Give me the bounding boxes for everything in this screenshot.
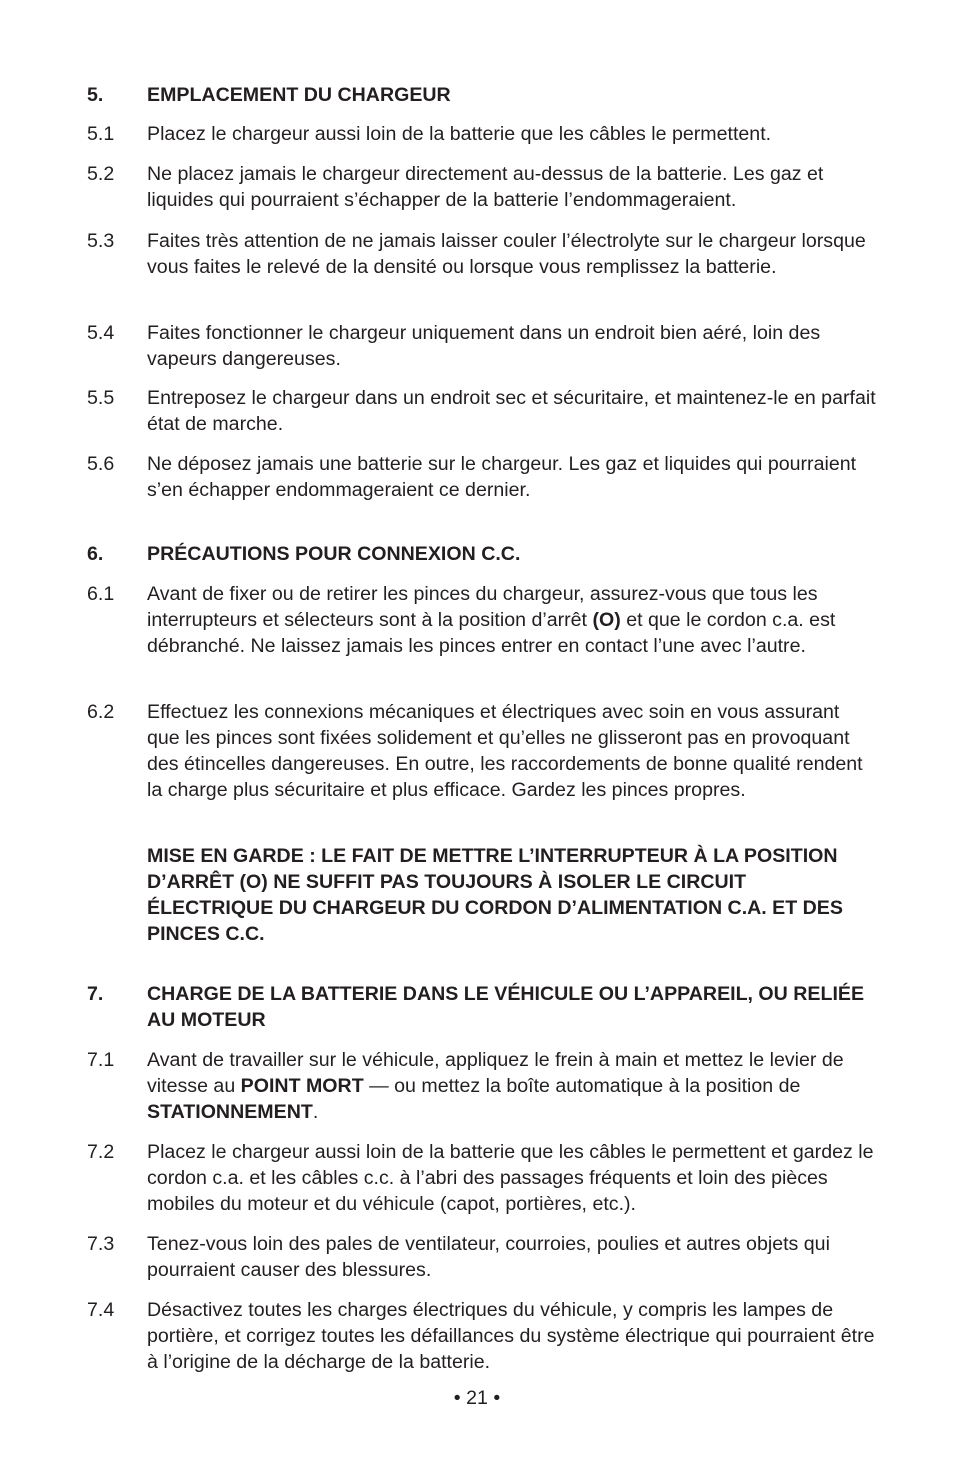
- section-title: CHARGE DE LA BATTERIE DANS LE VÉHICULE OU L’APPAREIL, OU RELIÉE AU MOTEUR: [147, 983, 865, 1031]
- section-number: 6.: [87, 543, 104, 565]
- item-text-part: .: [312, 1101, 319, 1123]
- list-item-5-4: [87, 320, 877, 372]
- list-item-5-6: [87, 451, 877, 503]
- item-text: Placez le chargeur aussi loin de la batterie que les câbles le permettent.: [147, 123, 772, 145]
- section-heading-6: [87, 541, 877, 567]
- item-text: Effectuez les connexions mécaniques et électriques avec soin en vous assurant que les pinces sont fixées solidement et qu’elles ne glisseront pas en provoquant des étincelles dangereuses. En outre, les raccordements de bonne qualité rendent la charge plus sécuritaire et plus efficace. Gardez les pinces propres.: [147, 701, 863, 801]
- item-number: 5.2: [87, 163, 115, 185]
- item-text: Faites très attention de ne jamais laisser couler l’électrolyte sur le chargeur lorsque vous faites le relevé de la densité ou lorsque vous remplissez la batterie.: [147, 230, 866, 278]
- section-number: 5.: [87, 84, 104, 106]
- item-text-part: Avant de travailler sur le véhicule, appliquez le frein à main et mettez le levier de vitesse au: [147, 1049, 844, 1097]
- item-text-bold: STATIONNEMENT: [147, 1101, 313, 1123]
- item-text: Tenez-vous loin des pales de ventilateur, courroies, poulies et autres objets qui pourraient causer des blessures.: [147, 1233, 830, 1281]
- list-item-5-5: [87, 385, 877, 437]
- list-item-7-1: [87, 1047, 877, 1125]
- section-heading-5: [87, 82, 877, 108]
- item-number: 7.4: [87, 1299, 115, 1321]
- item-text-part: et que le cordon c.a. est débranché. Ne laissez jamais les pinces entrer en contact l’une avec l’autre.: [147, 609, 836, 657]
- list-item-5-1: [87, 121, 877, 147]
- item-text-part: Avant de fixer ou de retirer les pinces du chargeur, assurez-vous que tous les interrupteurs et sélecteurs sont à la position d’arrêt: [147, 583, 818, 631]
- item-number: 5.6: [87, 453, 115, 475]
- item-text: Entreposez le chargeur dans un endroit sec et sécuritaire, et maintenez-le en parfait état de marche.: [147, 387, 876, 435]
- item-text: Désactivez toutes les charges électriques du véhicule, y compris les lampes de portière, et corrigez toutes les défaillances du système électrique qui pourraient être à l’origine de la décharge de la batterie.: [147, 1299, 875, 1373]
- section-title: EMPLACEMENT DU CHARGEUR: [147, 84, 451, 106]
- item-number: 5.1: [87, 123, 115, 145]
- item-number: 5.4: [87, 322, 115, 344]
- list-item-6-2: [87, 699, 877, 803]
- item-text: Ne déposez jamais une batterie sur le chargeur. Les gaz et liquides qui pourraient s’en échapper endommageraient ce dernier.: [147, 453, 857, 501]
- item-text-bold: POINT MORT: [240, 1075, 364, 1097]
- list-item-5-3: [87, 228, 877, 280]
- list-item-7-2: [87, 1139, 877, 1217]
- item-number: 6.2: [87, 701, 115, 723]
- item-number: 6.1: [87, 583, 115, 605]
- item-number: 5.3: [87, 230, 115, 252]
- item-text-part: — ou mettez la boîte automatique à la position de: [363, 1075, 801, 1097]
- item-number: 5.5: [87, 387, 115, 409]
- section-heading-7: [87, 981, 877, 1033]
- item-text: Placez le chargeur aussi loin de la batterie que les câbles le permettent et gardez le cordon c.a. et les câbles c.c. à l’abri des passages fréquents et loin des pièces mobiles du moteur et du véhicule (capot, portières, etc.).: [147, 1141, 874, 1215]
- list-item-7-3: [87, 1231, 877, 1283]
- item-text: Ne placez jamais le chargeur directement au-dessus de la batterie. Les gaz et liquides qui pourraient s’échapper de la batterie l’endommageraient.: [147, 163, 824, 211]
- item-text: Faites fonctionner le chargeur uniquement dans un endroit bien aéré, loin des vapeurs dangereuses.: [147, 322, 821, 370]
- list-item-7-4: [87, 1297, 877, 1375]
- section-number: 7.: [87, 983, 104, 1005]
- item-text: [147, 581, 862, 659]
- item-text: [147, 1047, 877, 1125]
- item-number: 7.2: [87, 1141, 115, 1163]
- item-text-bold: (O): [592, 609, 621, 631]
- warning-notice: MISE EN GARDE : LE FAIT DE METTRE L’INTERRUPTEUR À LA POSITION D’ARRÊT (O) NE SUFFIT PAS TOUJOURS À ISOLER LE CIRCUIT ÉLECTRIQUE DU CHARGEUR DU CORDON D’ALIMENTATION C.A. ET DES PINCES C.C.: [147, 845, 843, 945]
- item-number: 7.3: [87, 1233, 115, 1255]
- list-item-6-1: [87, 581, 877, 659]
- list-item-5-2: [87, 161, 877, 213]
- section-title: PRÉCAUTIONS POUR CONNEXION C.C.: [147, 543, 521, 565]
- page-number: • 21 •: [453, 1387, 501, 1409]
- item-number: 7.1: [87, 1049, 115, 1071]
